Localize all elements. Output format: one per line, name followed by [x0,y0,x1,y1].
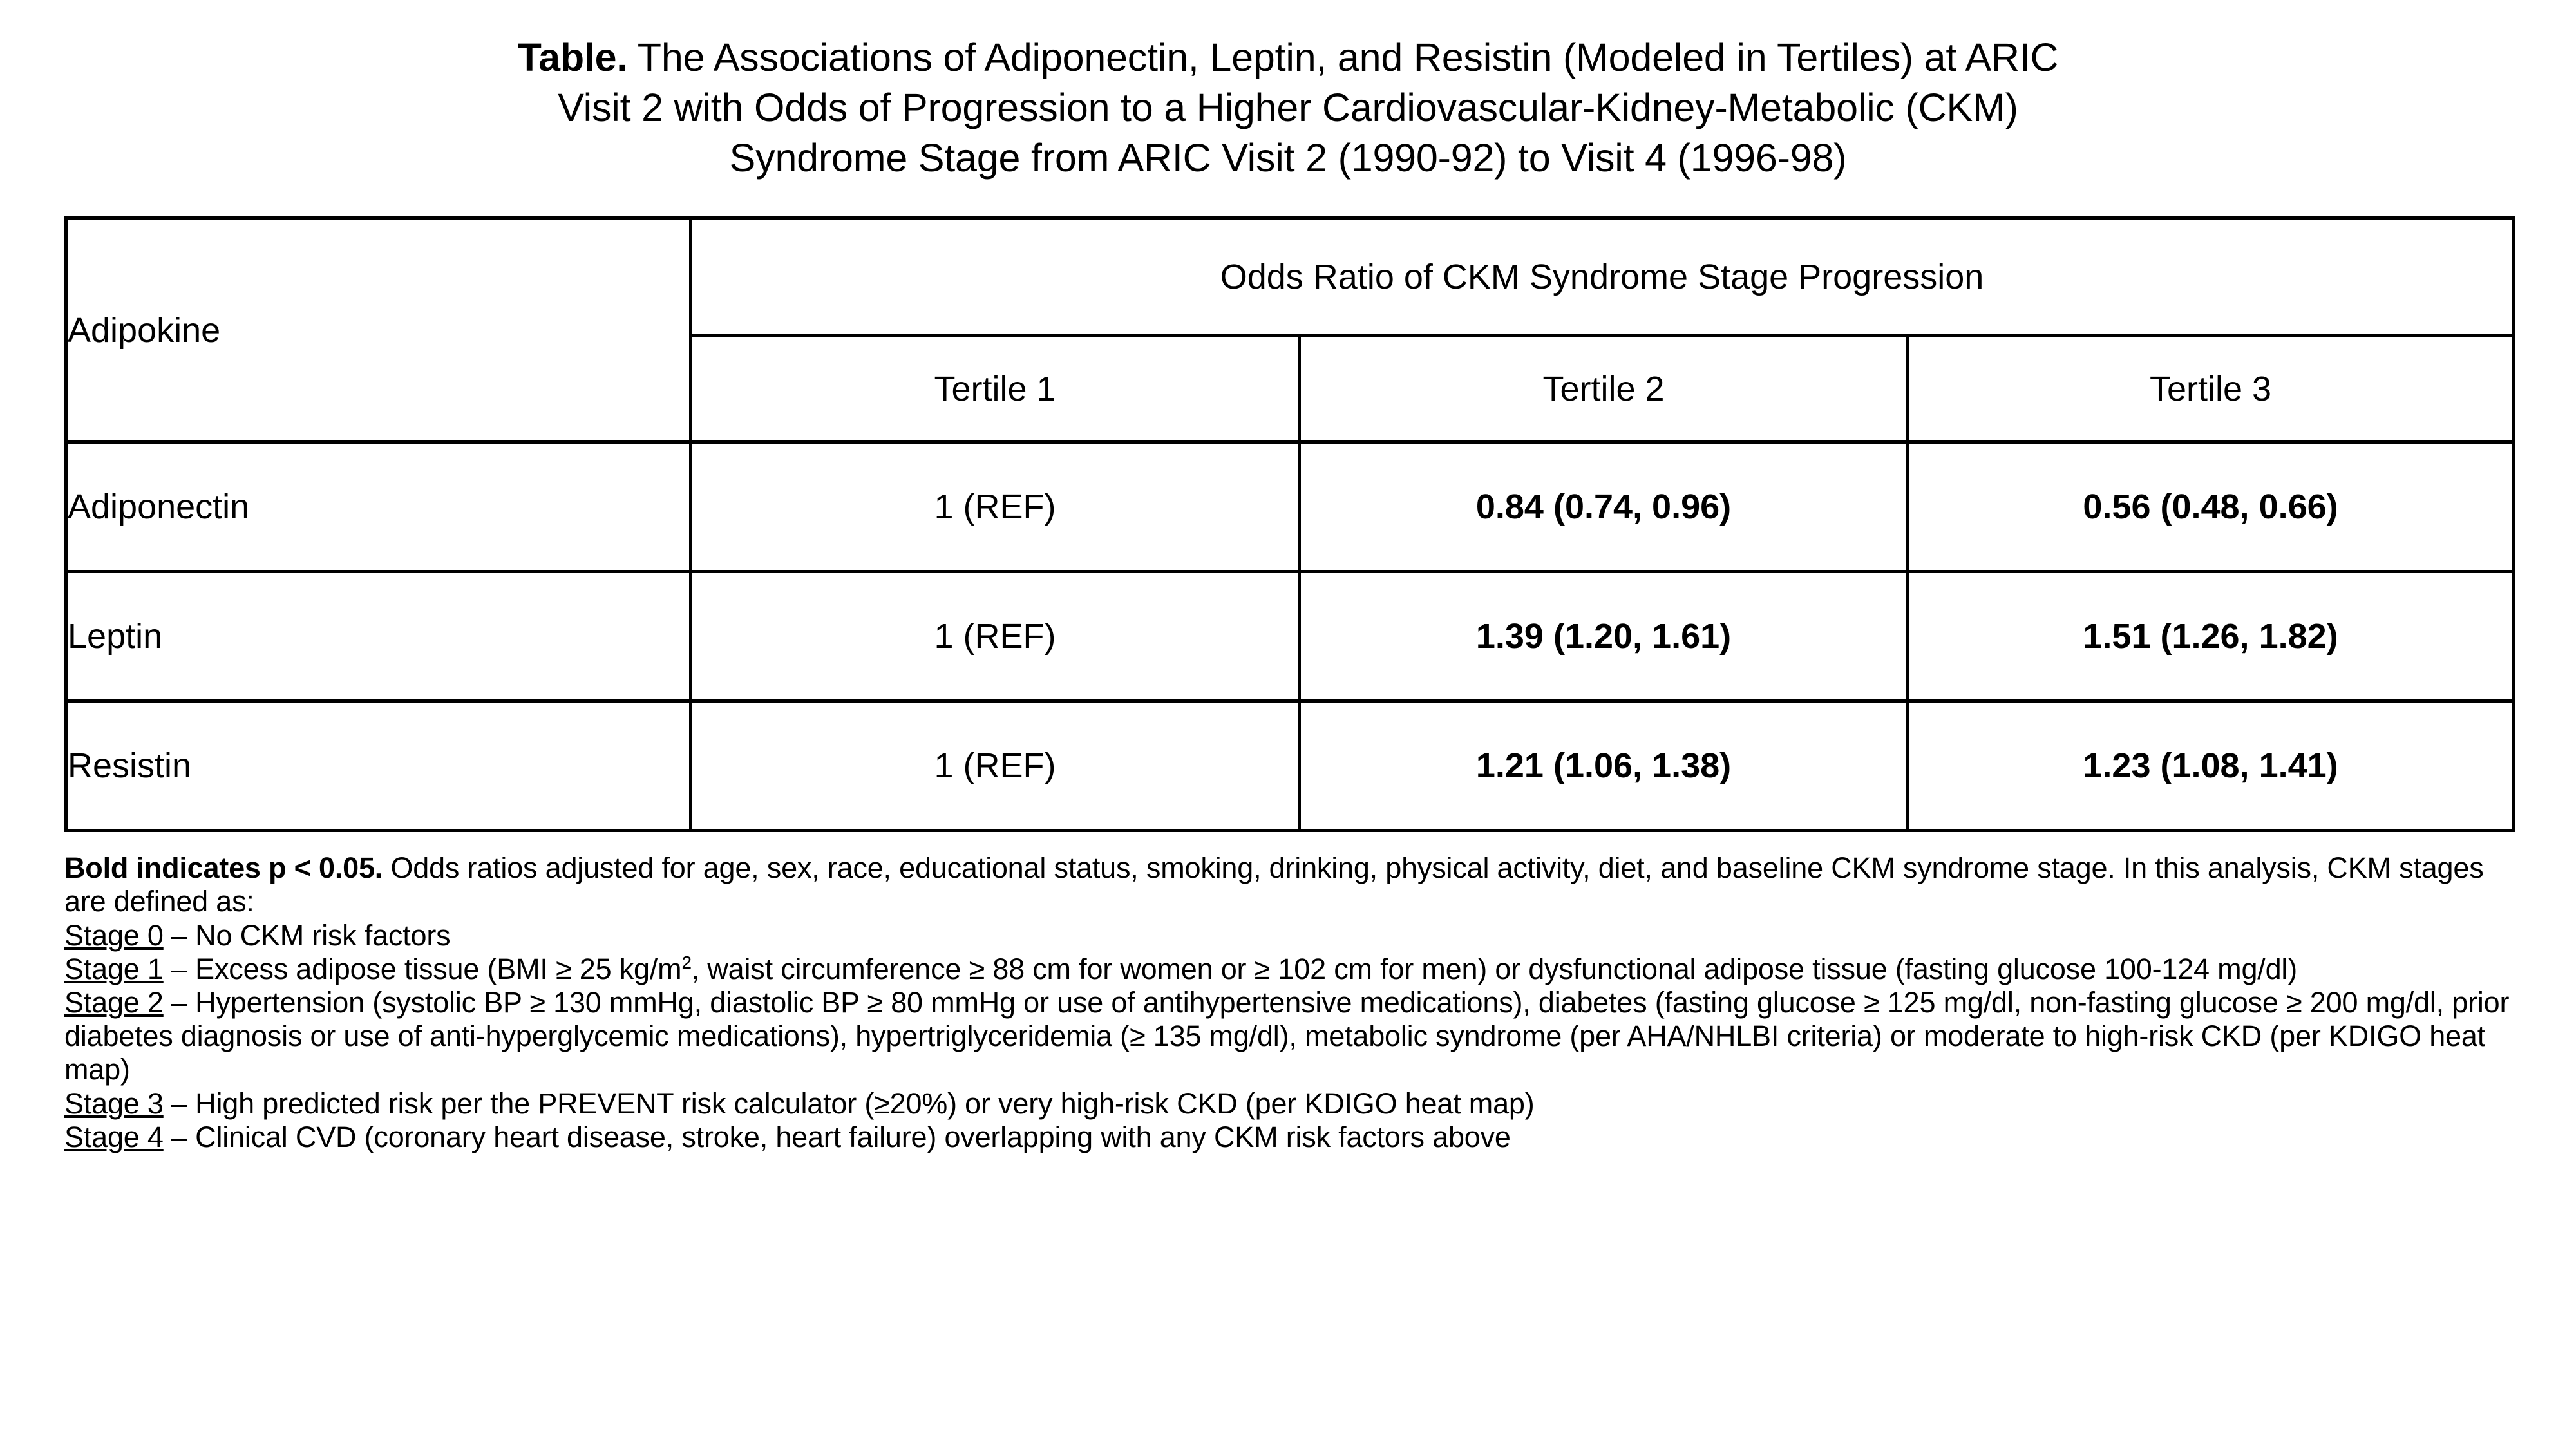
cell-leptin-tertile1: 1 (REF) [691,572,1300,701]
row-label-adiponectin: Adiponectin [66,442,691,572]
table-row [66,701,2514,831]
stage-1-superscript: 2 [681,952,692,972]
header-tertile-3: Tertile 3 [1908,336,2514,442]
header-group-odds-ratio: Odds Ratio of CKM Syndrome Stage Progression [691,218,2514,336]
header-tertile-2: Tertile 2 [1300,336,1908,442]
header-adipokine: Adipokine [66,218,691,442]
table-row [66,572,2514,701]
footnote-stage-0 [64,919,2512,952]
table-row [66,442,2514,572]
table-title-line-2: Visit 2 with Odds of Progression to a Higher Cardiovascular-Kidney-Metabolic (CKM) [558,86,2018,130]
stage-4-label: Stage 4 [64,1120,164,1153]
row-label-leptin: Leptin [66,572,691,701]
table-title-line-1: The Associations of Adiponectin, Leptin, and Resistin (Modeled in Tertiles) at ARIC [637,35,2059,79]
stage-0-text: – No CKM risk factors [163,918,451,952]
stage-3-text: – High predicted risk per the PREVENT risk calculator (≥20%) or very high-risk CKD (per KDIGO heat map) [163,1086,1535,1120]
stage-0-label: Stage 0 [64,918,164,952]
table-title-label: Table. [517,35,628,79]
table-title-line-3: Syndrome Stage from ARIC Visit 2 (1990-92) to Visit 4 (1996-98) [729,136,1847,180]
table-header-row-group [66,218,2514,336]
cell-leptin-tertile3: 1.51 (1.26, 1.82) [1908,572,2514,701]
cell-adiponectin-tertile2: 0.84 (0.74, 0.96) [1300,442,1908,572]
cell-resistin-tertile1: 1 (REF) [691,701,1300,831]
cell-resistin-tertile2: 1.21 (1.06, 1.38) [1300,701,1908,831]
footnote-adjustment-text: Odds ratios adjusted for age, sex, race, educational status, smoking, drinking, physical activity, diet, and baseline CKM syndrome stage. In this analysis, CKM stages are defined as: [64,851,2484,918]
footnote-significance: Bold indicates p < 0.05. [64,851,383,885]
stage-1-text-pre: – Excess adipose tissue (BMI ≥ 25 kg/m [163,952,682,985]
stage-2-label: Stage 2 [64,985,164,1019]
row-label-resistin: Resistin [66,701,691,831]
footnote-stage-1 [64,952,2512,986]
footnote-adjustment [64,851,2512,918]
table-footnotes [64,851,2512,1154]
footnote-stage-2 [64,986,2512,1087]
cell-resistin-tertile3: 1.23 (1.08, 1.41) [1908,701,2514,831]
footnote-stage-4 [64,1121,2512,1154]
table-title [64,26,2512,183]
stage-4-text: – Clinical CVD (coronary heart disease, stroke, heart failure) overlapping with any CKM risk factors above [163,1120,1511,1153]
stage-3-label: Stage 3 [64,1086,164,1120]
footnote-stage-3 [64,1087,2512,1121]
cell-adiponectin-tertile1: 1 (REF) [691,442,1300,572]
cell-leptin-tertile2: 1.39 (1.20, 1.61) [1300,572,1908,701]
stage-1-label: Stage 1 [64,952,164,985]
stage-1-text-post: , waist circumference ≥ 88 cm for women or ≥ 102 cm for men) or dysfunctional adipose tissue (fasting glucose 100-124 mg/dl) [691,952,2297,985]
cell-adiponectin-tertile3: 0.56 (0.48, 0.66) [1908,442,2514,572]
results-table [64,216,2515,832]
header-tertile-1: Tertile 1 [691,336,1300,442]
stage-2-text: – Hypertension (systolic BP ≥ 130 mmHg, diastolic BP ≥ 80 mmHg or use of antihypertensive medications), diabetes (fasting glucose ≥ 125 mg/dl, non-fasting glucose ≥ 200 mg/dl, prior diabetes diagnosis or use of anti-hyperglycemic medications), hypertriglyceridemia (≥ 135 mg/dl), metabolic syndrome (per AHA/NHLBI criteria) or moderate to high-risk CKD (per KDIGO heat map) [64,985,2510,1086]
